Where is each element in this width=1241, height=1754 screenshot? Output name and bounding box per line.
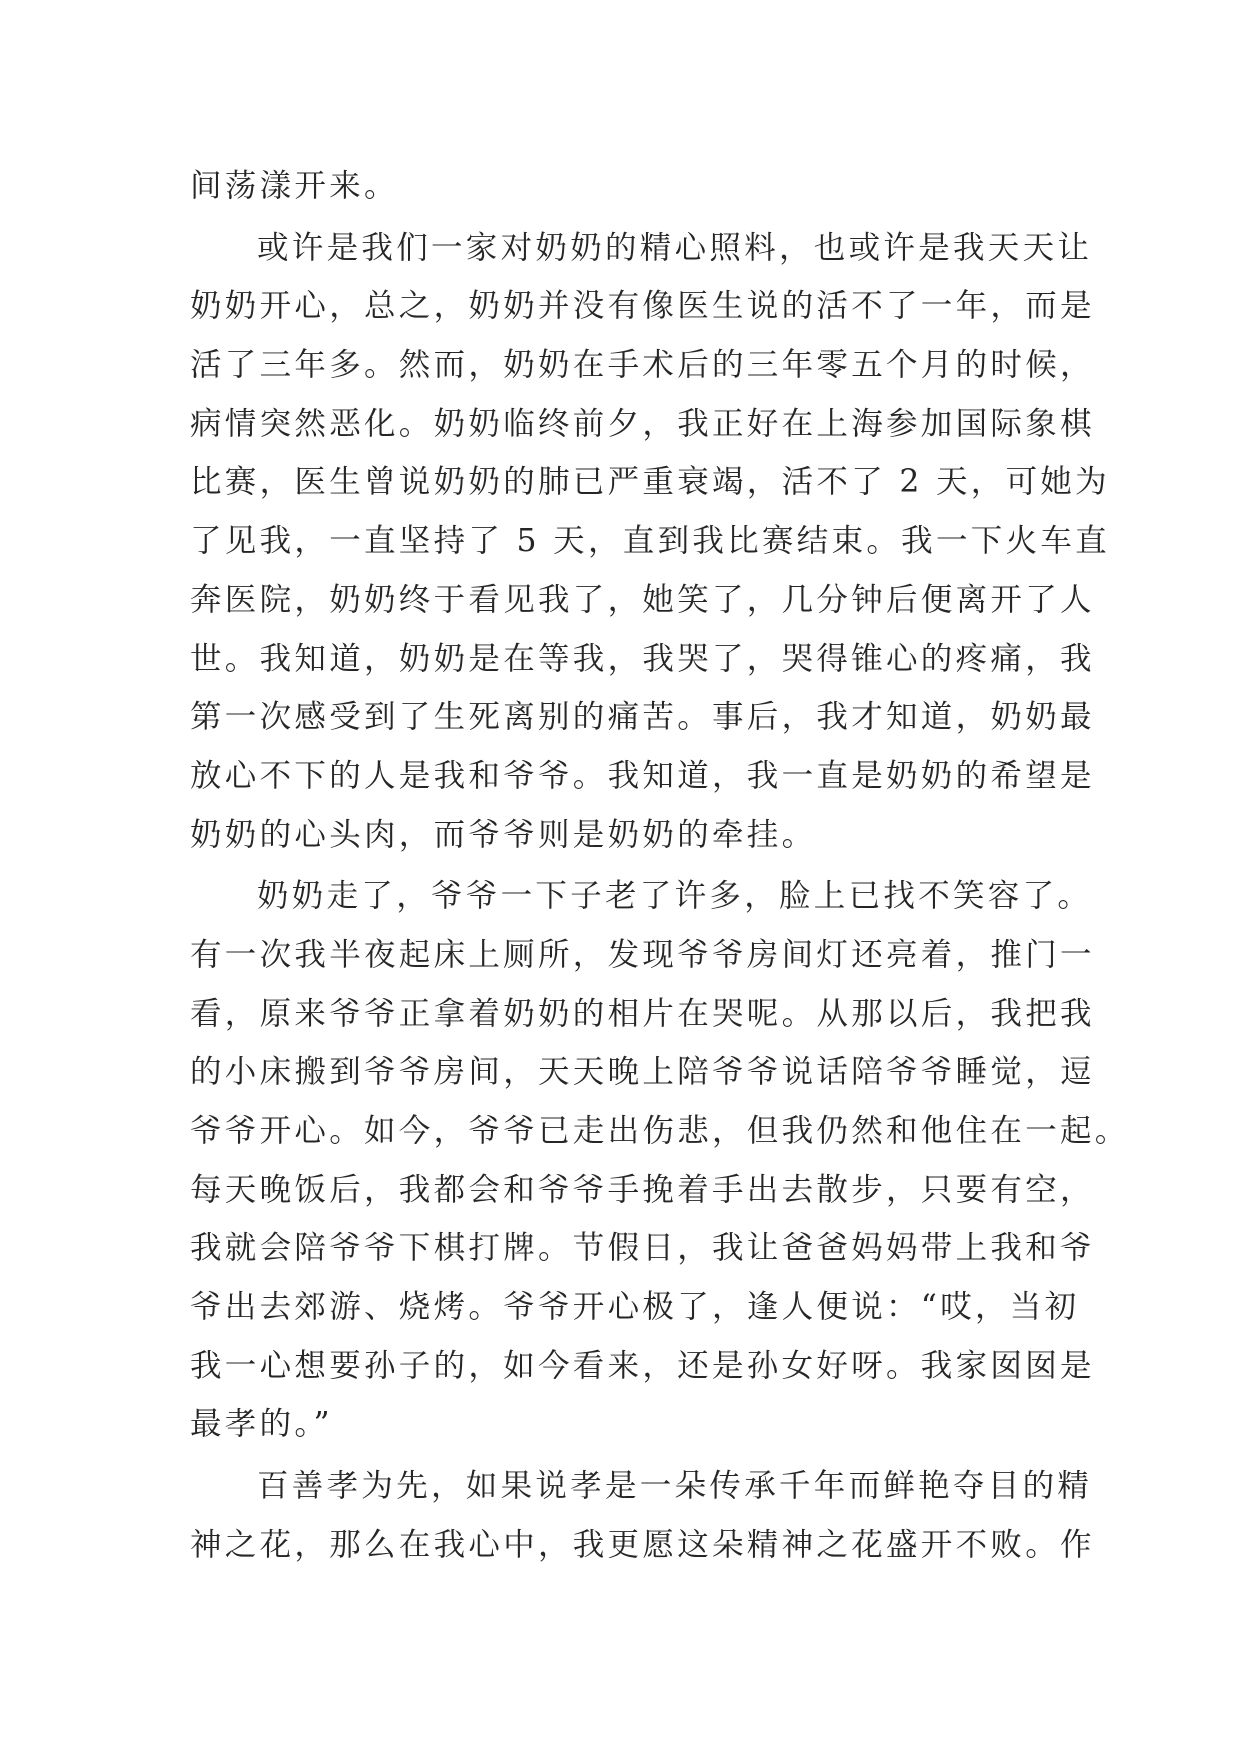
text-line: 活了三年多。然而，奶奶在手术后的三年零五个月的时候， (190, 347, 1095, 384)
text-line: 有一次我半夜起床上厕所，发现爷爷房间灯还亮着，推门一 (190, 936, 1095, 973)
text-line: 最孝的。” (190, 1406, 333, 1443)
text-line: 神之花，那么在我心中，我更愿这朵精神之花盛开不败。作 (190, 1526, 1095, 1563)
paragraph-first-line: 百善孝为先，如果说孝是一朵传承千年而鲜艳夺目的精 (257, 1468, 1093, 1505)
paragraph-first-line: 奶奶走了，爷爷一下子老了许多，脸上已找不笑容了。 (257, 878, 1093, 915)
text-line: 奶奶开心，总之，奶奶并没有像医生说的活不了一年，而是 (190, 288, 1095, 325)
text-line: 放心不下的人是我和爷爷。我知道，我一直是奶奶的希望是 (190, 757, 1095, 794)
text-line: 我一心想要孙子的，如今看来，还是孙女好呀。我家囡囡是 (190, 1347, 1095, 1384)
text-line: 比赛，医生曾说奶奶的肺已严重衰竭，活不了 2 天，可她为 (190, 464, 1110, 501)
text-line: 奔医院，奶奶终于看见我了，她笑了，几分钟后便离开了人 (190, 581, 1095, 618)
text-line: 看，原来爷爷正拿着奶奶的相片在哭呢。从那以后，我把我 (190, 995, 1095, 1032)
paragraph-first-line: 或许是我们一家对奶奶的精心照料，也或许是我天天让 (257, 229, 1093, 266)
body-text (190, 157, 1130, 1575)
text-line: 了见我，一直坚持了 5 天，直到我比赛结束。我一下火车直 (190, 523, 1110, 560)
text-line: 爷出去郊游、烧烤。爷爷开心极了，逢人便说：“哎，当初 (190, 1289, 1080, 1326)
text-line: 奶奶的心头肉，而爷爷则是奶奶的牵挂。 (190, 816, 817, 853)
text-line: 第一次感受到了生死离别的痛苦。事后，我才知道，奶奶最 (190, 699, 1095, 736)
text-line: 的小床搬到爷爷房间，天天晚上陪爷爷说话陪爷爷睡觉，逗 (190, 1054, 1095, 1091)
text-line: 病情突然恶化。奶奶临终前夕，我正好在上海参加国际象棋 (190, 405, 1095, 442)
text-line: 爷爷开心。如今，爷爷已走出伤悲，但我仍然和他住在一起。 (190, 1113, 1130, 1149)
text-line: 每天晚饭后，我都会和爷爷手挽着手出去散步，只要有空， (190, 1171, 1095, 1208)
text-line: 世。我知道，奶奶是在等我，我哭了，哭得锥心的疼痛，我 (190, 640, 1095, 677)
text-line: 间荡漾开来。 (190, 168, 399, 204)
text-line: 我就会陪爷爷下棋打牌。节假日，我让爸爸妈妈带上我和爷 (190, 1230, 1095, 1267)
